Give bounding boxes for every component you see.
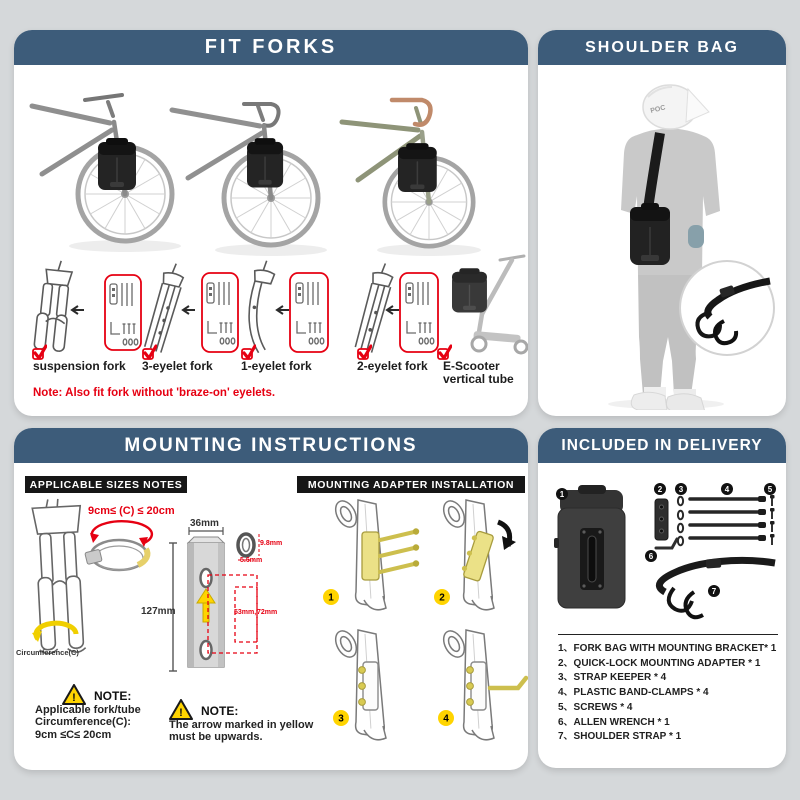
three-eyelet-fork-drawing (144, 261, 186, 354)
strap-inset (680, 261, 774, 355)
delivery-list-item: 2、QUICK-LOCK MOUNTING ADAPTER * 1 (558, 657, 761, 669)
arrow-left-icon (72, 306, 84, 314)
e-scooter-drawing (452, 256, 527, 353)
svg-text:5: 5 (767, 485, 773, 494)
shoe-left (631, 392, 667, 410)
helmet-logo: POC (649, 104, 667, 115)
bike-gravel (172, 104, 318, 245)
bike-road (342, 100, 473, 246)
svg-text:6: 6 (648, 552, 654, 561)
arrow-left-icon (277, 306, 289, 314)
bracket-slot (201, 641, 212, 659)
svg-text:1: 1 (559, 490, 565, 499)
svg-text:3: 3 (678, 485, 684, 494)
slot-width-dim: 5.6mm (240, 557, 263, 564)
bracket-slot (201, 569, 212, 587)
delivery-title: INCLUDED IN DELIVERY (561, 436, 763, 454)
svg-text:2: 2 (439, 592, 445, 604)
svg-text:!: ! (179, 707, 183, 719)
fit-forks-header (14, 30, 528, 65)
fit-forks-title: FIT FORKS (204, 36, 338, 58)
delivery-list-item: 4、PLASTIC BAND-CLAMPS * 4 (558, 687, 709, 699)
fork-bag-on-person (630, 203, 670, 265)
shoe-right (666, 394, 705, 410)
fork-clamp-illustration (20, 493, 184, 673)
one-eyelet-fork-drawing (241, 259, 281, 354)
adapter-installation-steps-illustration (314, 496, 528, 748)
bike-mtb (32, 95, 172, 241)
step-1-drawing (331, 497, 419, 609)
glove (688, 225, 704, 248)
hole-spacing-outer: 72mm (257, 609, 278, 616)
svg-text:4: 4 (443, 713, 449, 725)
list-divider (558, 634, 778, 635)
item-fork-bag (554, 485, 625, 608)
bikes-with-fork-bag-illustration (14, 78, 528, 263)
fork-type-label: E-Scooter vertical tube (443, 359, 514, 386)
shoulder-bag-header (538, 30, 786, 65)
allen-wrench-drawing (490, 678, 526, 688)
fit-forks-note: Note: Also fit fork without 'braze-on' eyelets. (33, 387, 276, 399)
red-check-icon (437, 343, 452, 360)
step-2-drawing (439, 497, 516, 609)
svg-text:3: 3 (338, 713, 344, 725)
delivery-items-illustration (548, 480, 776, 630)
shoulder-bag-panel (538, 30, 786, 416)
fork-type-label: 1-eyelet fork (241, 359, 312, 373)
fork-type-label: suspension fork (33, 359, 126, 373)
fit-forks-panel (14, 30, 528, 416)
fork-type-label: 3-eyelet fork (142, 359, 213, 373)
clamp-range-label: 9cm≤ (C) ≤ 20cm (88, 505, 175, 517)
suspension-fork-drawing (34, 259, 73, 352)
delivery-header (538, 428, 786, 463)
fork-type-label: 2-eyelet fork (357, 359, 428, 373)
slot-height-dim: 9.8mm (260, 540, 283, 547)
shoulder-bag-title: SHOULDER BAG (585, 38, 739, 56)
bracket-width-dim: 36mm (190, 518, 219, 529)
two-eyelet-fork-drawing (355, 261, 395, 354)
delivery-list-item: 6、ALLEN WRENCH * 1 (558, 716, 670, 728)
delivery-panel (538, 428, 786, 768)
svg-text:!: ! (72, 692, 76, 704)
svg-text:2: 2 (657, 485, 663, 494)
bracket-height-dim: 127mm (141, 606, 176, 617)
warning-icon (169, 699, 193, 720)
warning-icon (62, 684, 86, 705)
item-band-clamps (690, 499, 760, 538)
hole-spacing-inner: 53mm, (234, 609, 257, 616)
svg-text:4: 4 (724, 485, 730, 494)
band-clamp-drawing (85, 540, 148, 570)
delivery-list (558, 642, 778, 745)
fork-types-illustration (24, 252, 528, 364)
red-check-icon (142, 343, 157, 360)
red-check-icon (32, 343, 47, 360)
person-wearing-shoulder-bag-illustration (548, 75, 776, 410)
svg-text:7: 7 (711, 587, 717, 596)
mounting-panel: MOUNTING INSTRUCTIONS APPLICABLE SIZES NOTES MOUNTING ADAPTER INSTALLATION 36mm 127mm 9.8mm 5.6mm 53mm, 72mm 9cm≤ (C) ≤ 20cm Circumference(C) 1 2 3 4 ! NOTE: Applicable fork/tube Circumference(C): 9cm ≤C≤ 20cm ! NOTE: The arrow marked in yellow must be upwards. (14, 428, 528, 770)
delivery-list-item: 3、STRAP KEEPER * 4 (558, 672, 667, 684)
delivery-list-item: 7、SHOULDER STRAP * 1 (558, 731, 682, 743)
mounting-header (14, 428, 528, 463)
delivery-list-item: 5、SCREWS * 4 (558, 701, 633, 713)
item-strap-keepers (678, 497, 683, 545)
adapter-installation-heading: MOUNTING ADAPTER INSTALLATION (297, 476, 525, 493)
mounting-title: MOUNTING INSTRUCTIONS (124, 434, 418, 456)
arrow-left-icon (387, 306, 399, 314)
svg-text:1: 1 (328, 592, 334, 604)
circumference-label: Circumference(C) (16, 648, 79, 657)
item-adapter (655, 499, 668, 540)
applicable-sizes-heading: APPLICABLE SIZES NOTES (25, 476, 187, 493)
red-check-icon (357, 343, 372, 360)
arrow-left-icon (183, 306, 195, 314)
delivery-list-item: 1、FORK BAG WITH MOUNTING BRACKET* 1 (558, 643, 777, 654)
red-check-icon (241, 343, 256, 360)
step-4-drawing (439, 627, 526, 739)
